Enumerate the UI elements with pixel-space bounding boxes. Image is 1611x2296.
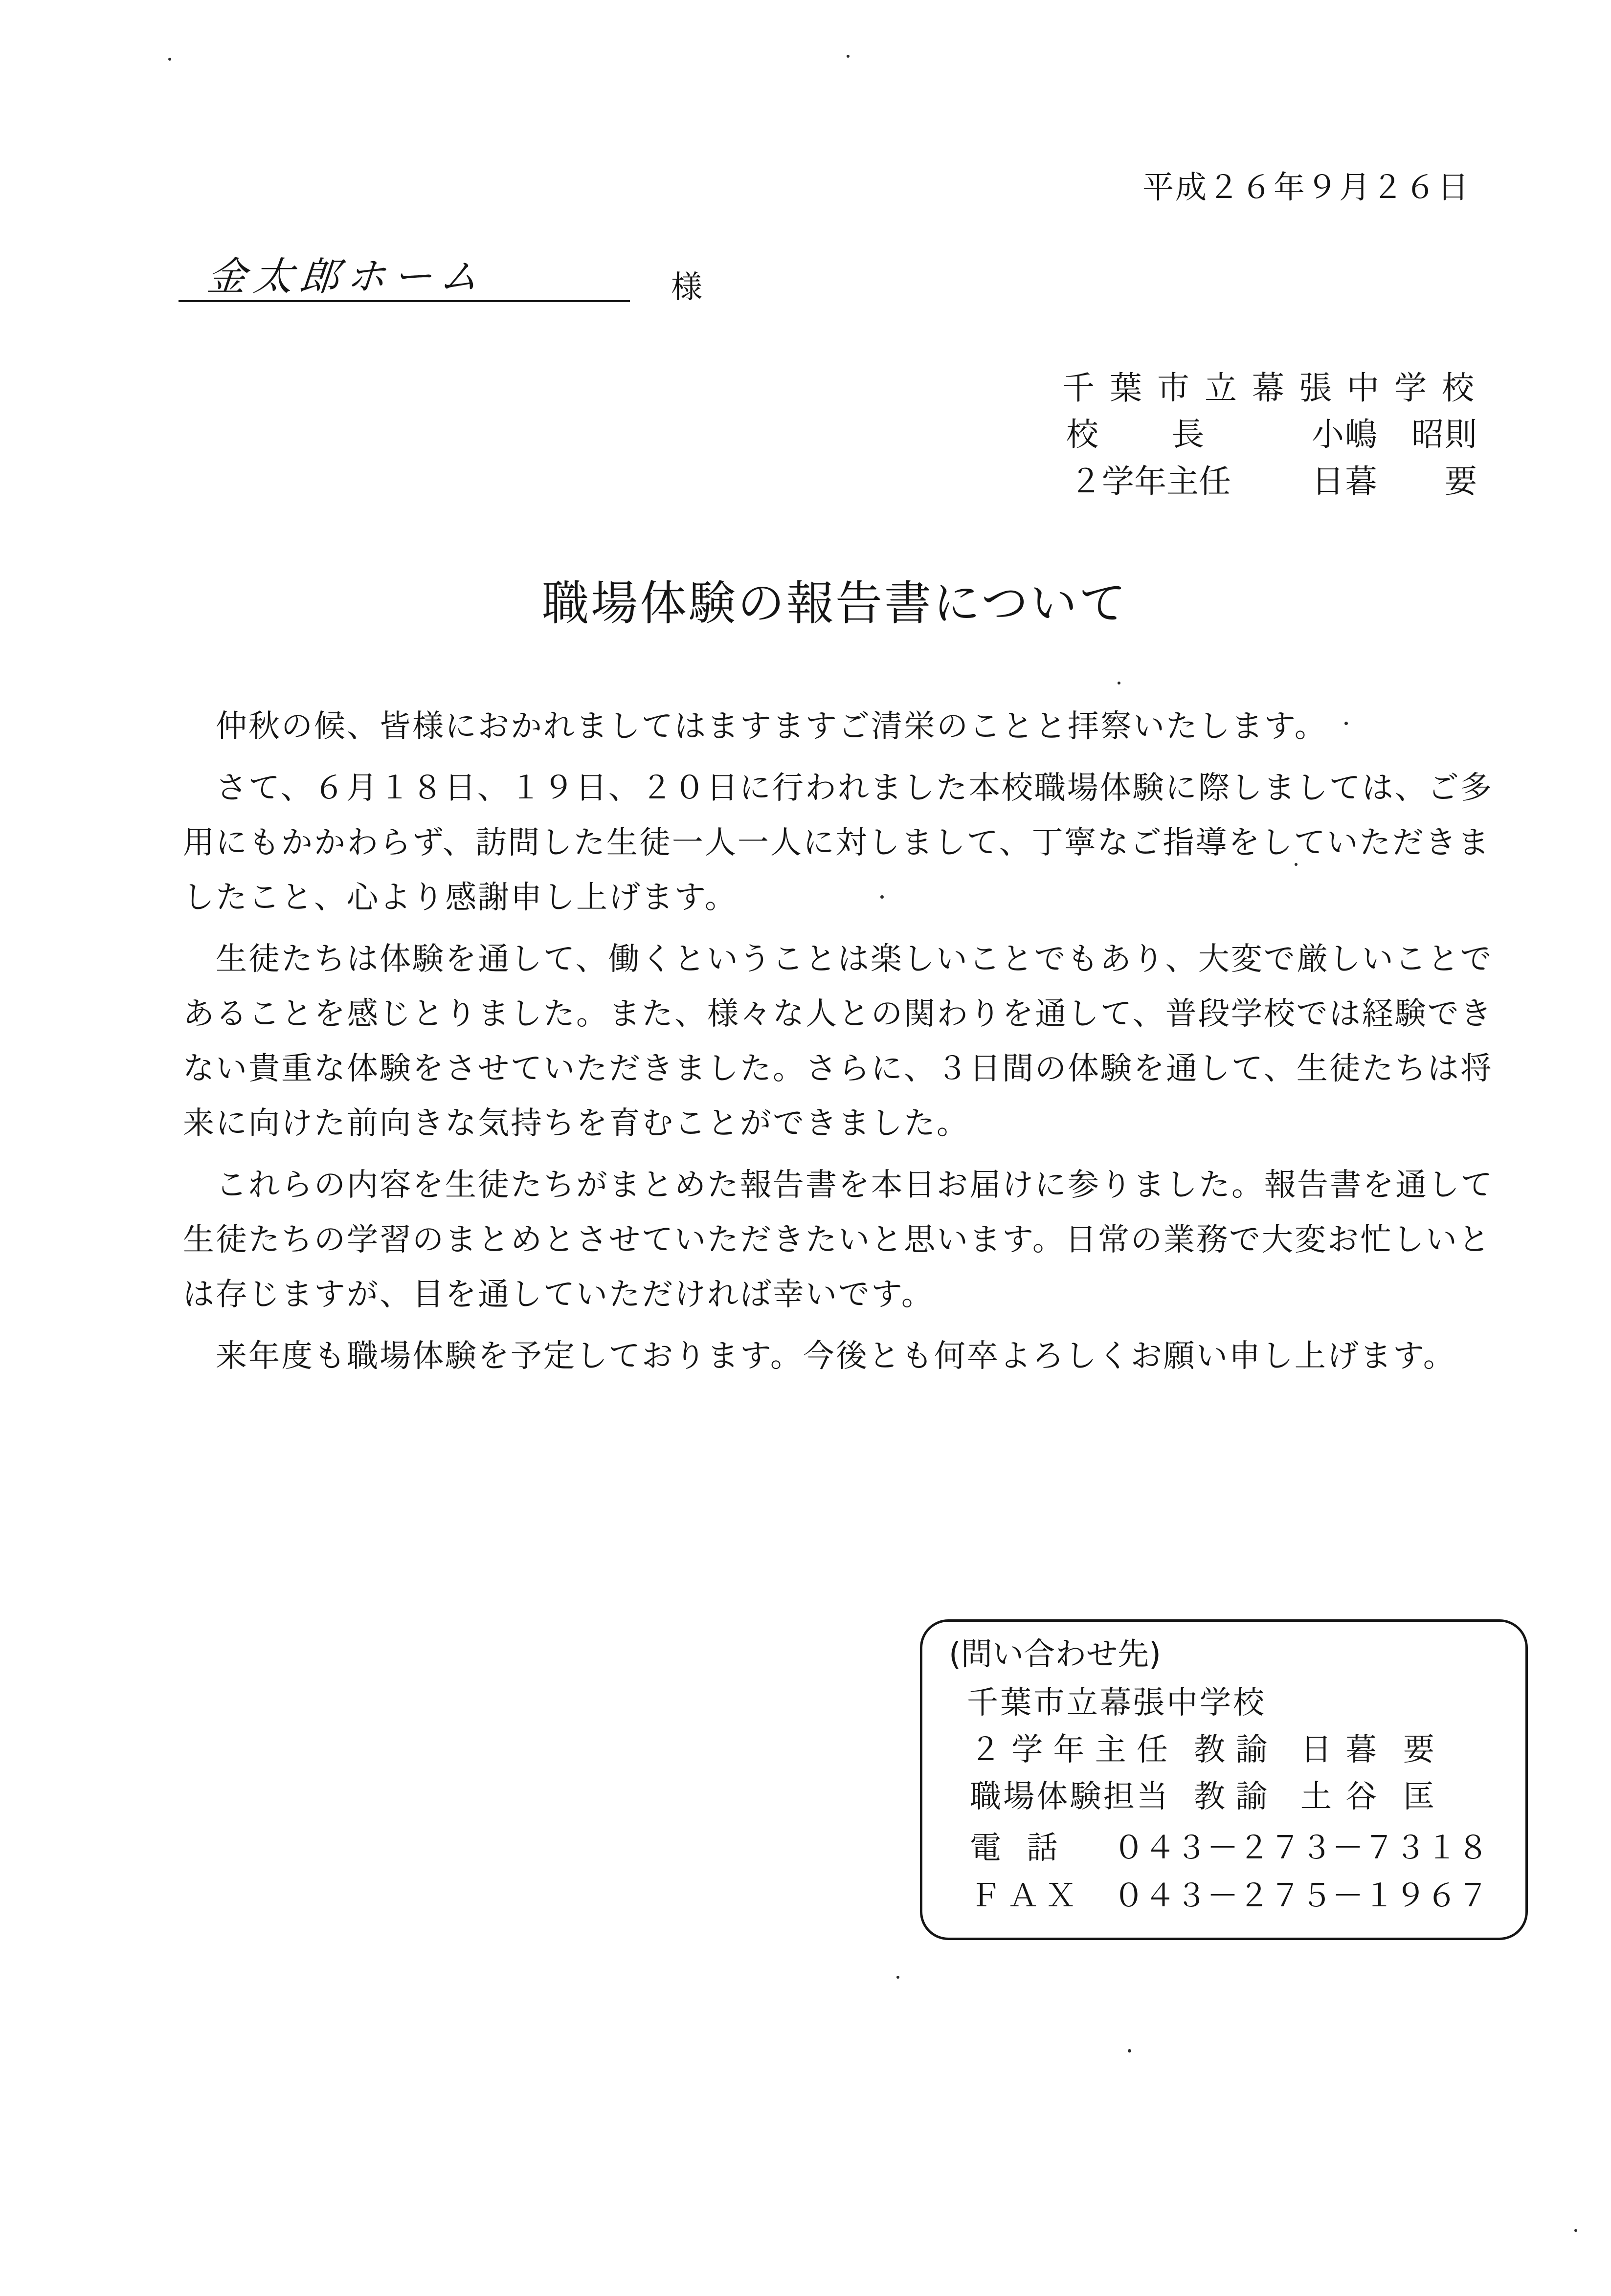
staff-role: ２学年主任 (970, 1732, 1168, 1768)
body-line: 用にもかかわらず、訪問した生徒一人一人に対しまして、丁寧なご指導をしていただきま (183, 825, 1491, 861)
sender-school-name: 千葉市立幕張中学校 (1062, 369, 1489, 407)
scan-speck (847, 55, 850, 58)
recipient-name: 金太郎ホーム (205, 254, 488, 299)
scan-speck (1574, 2229, 1577, 2232)
scan-speck (168, 58, 171, 61)
staff-surname: 日暮 (1300, 1732, 1390, 1768)
contact-staff-row (922, 1779, 1525, 1815)
contact-school-name: 千葉市立幕張中学校 (967, 1685, 1266, 1721)
recipient-honorific: 様 (671, 269, 702, 306)
contact-fax-row (922, 1880, 1525, 1912)
staff-title: 教諭 (1194, 1779, 1278, 1815)
phone-number: ０４３－２７３－７３１８ (1113, 1830, 1489, 1866)
body-line: 来年度も職場体験を予定しております。今後とも何卒よろしくお願い申し上げます。 (216, 1338, 1456, 1374)
body-line: 生徒たちは体験を通して、働くということは楽しいことでもあり、大変で厳しいことで (216, 941, 1493, 977)
scan-speck (1118, 682, 1120, 684)
paragraph (183, 1329, 1494, 1384)
phone-label: 電 話 (970, 1830, 1055, 1866)
recipient-underline (179, 300, 630, 302)
staff-role: 職場体験担当 (970, 1779, 1168, 1815)
fax-label: ＦＡＸ (970, 1878, 1083, 1914)
staff-given-name: 要 (1403, 1732, 1434, 1768)
body-line: は存じますが、目を通していただければ幸いです。 (183, 1277, 934, 1313)
staff-surname: 土谷 (1300, 1779, 1390, 1815)
body-line: これらの内容を生徒たちがまとめた報告書を本日お届けに参りました。報告書を通して (216, 1167, 1494, 1203)
paragraph (183, 1158, 1494, 1322)
contact-staff-row (922, 1734, 1525, 1766)
letter-title: 職場体験の報告書について (542, 576, 1128, 631)
body-line: ない貴重な体験をさせていただきました。さらに、３日間の体験を通して、生徒たちは将 (183, 1051, 1493, 1087)
contact-phone-row (922, 1832, 1525, 1864)
scan-speck (896, 1976, 899, 1979)
principal-title: 校 長 (1066, 416, 1207, 453)
scan-speck (1128, 2049, 1131, 2053)
contact-box (920, 1619, 1528, 1940)
grade-head-title: ２学年主任 (1070, 463, 1231, 500)
body-line: 仲秋の候、皆様におかれましてはますますご清栄のことと拝察いたします。 (216, 708, 1327, 745)
letter-body (183, 699, 1494, 1391)
body-line: あることを感じとりました。また、様々な人との関わりを通して、普段学校では経験でき (183, 996, 1493, 1032)
staff-title: 教諭 (1194, 1732, 1278, 1768)
body-line: さて、６月１８日、１９日、２０日に行われました本校職場体験に際しましては、ご多 (216, 770, 1493, 806)
scan-speck (1295, 863, 1298, 866)
body-line: したこと、心より感謝申し上げます。 (183, 880, 738, 916)
staff-given-name: 匡 (1403, 1779, 1434, 1815)
contact-heading: (問い合わせ先) (949, 1636, 1161, 1673)
grade-head-name: 日暮 要 (1312, 463, 1478, 500)
fax-number: ０４３－２７５－１９６７ (1113, 1878, 1489, 1914)
letter-date: 平成２６年９月２６日 (1142, 170, 1470, 206)
scan-speck (1344, 722, 1348, 725)
paragraph (183, 932, 1494, 1151)
paragraph (183, 699, 1494, 754)
body-line: 来に向けた前向きな気持ちを育むことができました。 (183, 1105, 969, 1142)
principal-name: 小嶋 昭則 (1312, 416, 1478, 453)
scan-speck (880, 895, 884, 899)
paragraph (183, 761, 1494, 925)
body-line: 生徒たちの学習のまとめとさせていただきたいと思います。日常の業務で大変お忙しいと (183, 1222, 1491, 1258)
